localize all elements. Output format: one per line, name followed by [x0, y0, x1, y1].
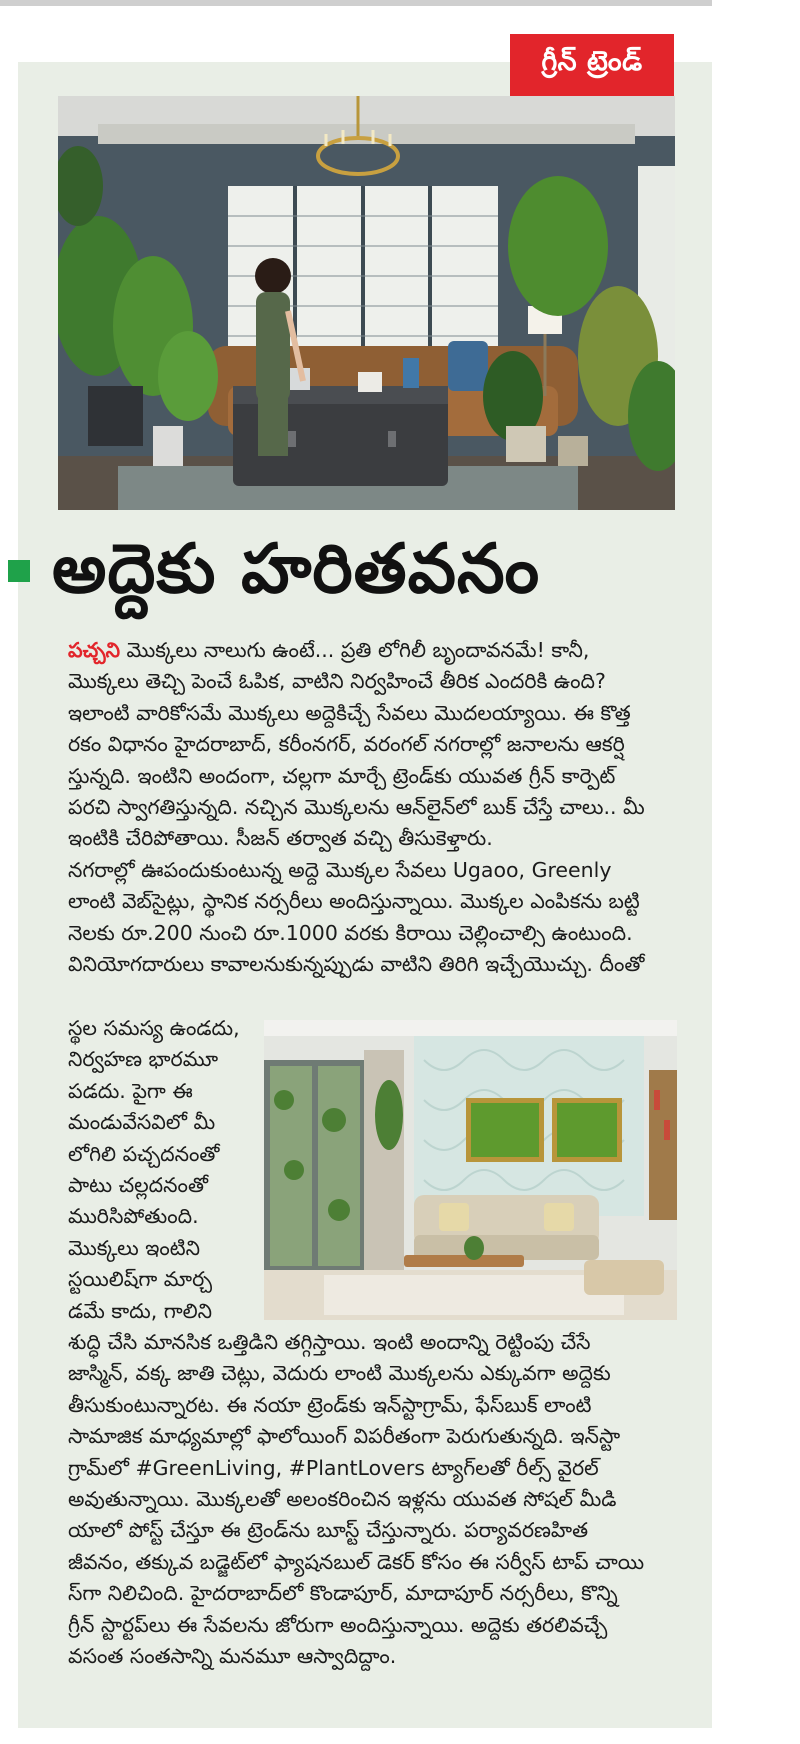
side-line: నిర్వహణ భారమూ	[68, 1047, 219, 1072]
closing-paragraph	[68, 1327, 688, 1672]
intro-line: స్తున్నది. ఇంటిని అందంగా, చల్లగా మార్చే ట్రెండ్‌కు యువత గ్రీన్ కార్పెట్	[68, 763, 616, 788]
closing-line: శుద్ధి చేసి మానసిక ఒత్తిడిని తగ్గిస్తాయి. ఇంటి అందాన్ని రెట్టింపు చేసే	[68, 1330, 591, 1354]
intro-line: రకం విధానం హైదరాబాద్, కరీంనగర్, వరంగల్ నగరాల్లో జనాలను ఆకర్షి	[68, 732, 625, 757]
headline: అద్దెకు హరితవనం	[52, 530, 541, 609]
intro-line: పచ్చని మొక్కలు నాలుగు ఉంటే... ప్రతి లోగిలీ బృందావనమే! కానీ,	[68, 638, 590, 662]
intro-paragraph	[68, 635, 688, 980]
intro-line: ఇంటికి చేరిపోతాయి. సీజన్ తర్వాత వచ్చి తీసుకెళ్తారు.	[68, 826, 493, 851]
section-tag: గ్రీన్ ట్రెండ్	[510, 34, 674, 96]
intro-line: లాంటి వెబ్‌సైట్లు, స్థానిక నర్సరీలు అందిస్తున్నాయి. మొక్కల ఎంపికను బట్టి	[68, 889, 640, 914]
living-room-plants-photo	[58, 96, 675, 510]
closing-line: గ్రీన్ స్టార్టప్‌లు ఈ సేవలను జోరుగా అందిస్తున్నాయి. అద్దెకు తరలివచ్చే	[68, 1612, 608, 1637]
side-line: పాటు చల్లదనంతో	[68, 1173, 208, 1198]
side-line: డమే కాదు, గాలిని	[68, 1298, 213, 1323]
closing-line: సామాజిక మాధ్యమాల్లో ఫాలోయింగ్ విపరీతంగా పెరుగుతున్నది. ఇన్‌స్టా	[68, 1424, 621, 1449]
page-top-rule	[0, 0, 712, 6]
side-line: స్టయిలిష్‌గా మార్చ	[68, 1267, 213, 1292]
side-line: స్థల సమస్య ఉండదు,	[68, 1016, 240, 1040]
side-line: మండువేసవిలో మీ	[68, 1110, 216, 1135]
side-line: మొక్కలు ఇంటిని	[68, 1235, 200, 1260]
drop-lead-word: పచ్చని	[68, 638, 120, 662]
intro-line: ఇలాంటి వారికోసమే మొక్కలు అద్దెకిచ్చే సేవలు మొదలయ్యాయి. ఈ కొత్త	[68, 700, 631, 725]
closing-line: వసంత సంతసాన్ని మనమూ ఆస్వాదిద్దాం.	[68, 1644, 397, 1669]
living-room-plants-illustration	[58, 96, 675, 510]
headline-bullet	[8, 560, 30, 582]
closing-line: జీవనం, తక్కువ బడ్జెట్‌లో ఫ్యాషనబుల్ డెకర్ కోసం ఈ సర్వీస్ టాప్ చాయి	[68, 1549, 645, 1574]
closing-line: జాస్మిన్, వక్క జాతి చెట్లు, వెదురు లాంటి మొక్కలను ఎక్కువగా అద్దెకు	[68, 1361, 611, 1386]
modern-living-room-photo	[264, 1020, 677, 1320]
intro-line: పరచి స్వాగతిస్తున్నది. నచ్చిన మొక్కలను ఆన్‌లైన్‌లో బుక్ చేస్తే చాలు.. మీ	[68, 795, 645, 820]
closing-line: అవుతున్నాయి. మొక్కలతో అలంకరించిన ఇళ్లను యువత సోషల్ మీడి	[68, 1487, 617, 1512]
intro-line: వినియోగదారులు కావాలనుకున్నప్పుడు వాటిని తిరిగి ఇచ్చేయొచ్చు. దీంతో	[68, 952, 645, 977]
modern-living-room-illustration	[264, 1020, 677, 1320]
intro-line: నెలకు రూ.200 నుంచి రూ.1000 వరకు కిరాయి చెల్లించాల్సి ఉంటుంది.	[68, 920, 633, 945]
side-paragraph	[68, 1013, 238, 1327]
intro-line: మొక్కలు తెచ్చి పెంచే ఓపిక, వాటిని నిర్వహించే తీరిక ఎందరికి ఉంది?	[68, 669, 606, 694]
side-line: లోగిలి పచ్చదనంతో	[68, 1141, 220, 1166]
side-line: మురిసిపోతుంది.	[68, 1204, 199, 1229]
closing-line: గ్రామ్‌లో #GreenLiving, #PlantLovers ట్యాగ్‌లతో రీల్స్ వైరల్	[68, 1455, 599, 1480]
closing-line: తీసుకుంటున్నారట. ఈ నయా ట్రెండ్‌కు ఇన్‌స్టాగ్రామ్, ఫేస్‌బుక్ లాంటి	[68, 1392, 592, 1417]
side-line: పడదు. పైగా ఈ	[68, 1078, 193, 1103]
intro-line: నగరాల్లో ఊపందుకుంటున్న అద్దె మొక్కల సేవలు Ugaoo, Greenly	[68, 857, 612, 882]
closing-line: స్‌గా నిలిచింది. హైదరాబాద్‌లో కొండాపూర్, మాదాపూర్ నర్సరీలు, కొన్ని	[68, 1581, 618, 1606]
closing-line: యాలో పోస్ట్ చేస్తూ ఈ ట్రెండ్‌ను బూస్ట్ చేస్తున్నారు. పర్యావరణహిత	[68, 1518, 589, 1543]
